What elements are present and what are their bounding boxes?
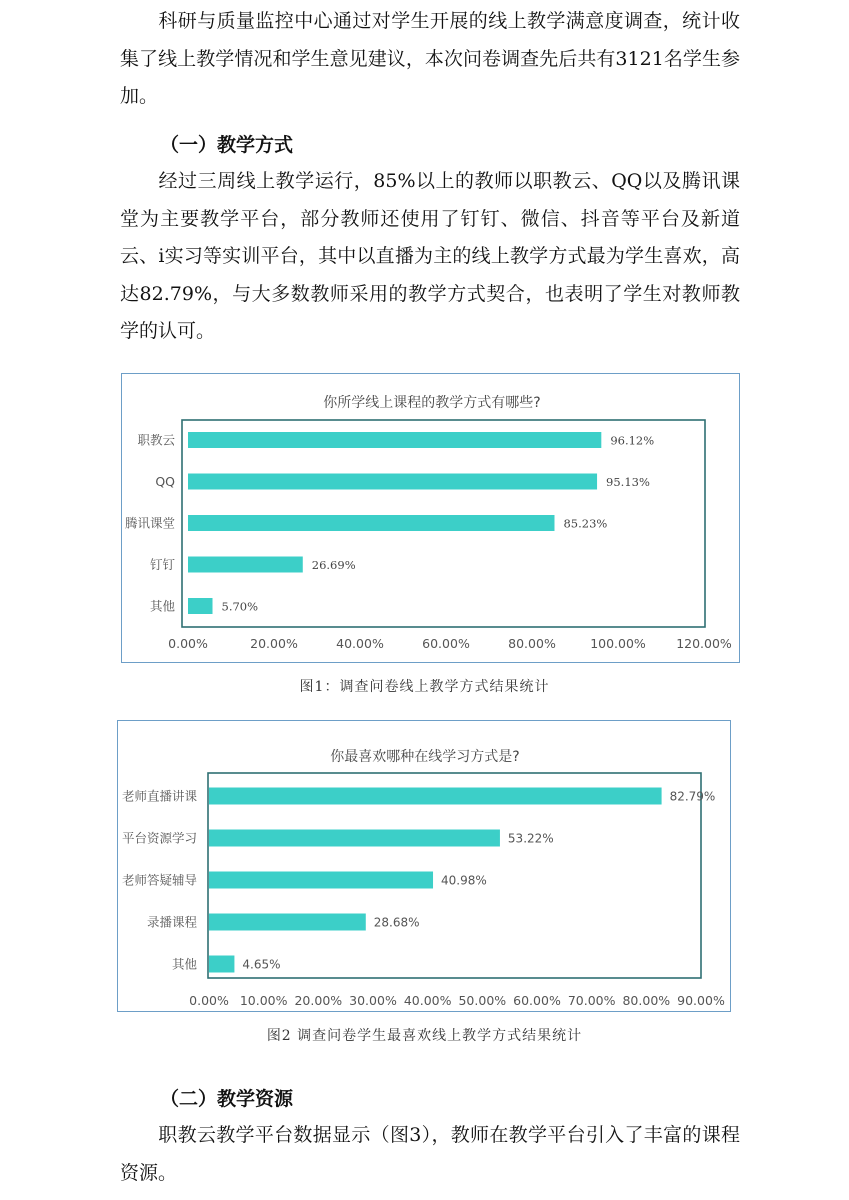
- bar-3: [188, 515, 554, 531]
- figure2-svg: [118, 721, 732, 1013]
- value-label: 85.23%: [563, 516, 608, 531]
- intro-text: 科研与质量监控中心通过对学生开展的线上教学满意度调查，统计收集了线上教学情况和学生意见建议，本次问卷调查先后共有3121名学生参加。: [120, 10, 740, 107]
- value-label: 53.22%: [507, 831, 554, 846]
- tick-label: 90.00%: [677, 993, 725, 1008]
- intro-paragraph: [120, 3, 740, 116]
- category-label: 录播课程: [146, 914, 197, 930]
- category-label: 其他: [171, 956, 197, 972]
- tick-label: 0.00%: [168, 636, 208, 651]
- bar-4: [188, 557, 303, 573]
- section2-heading: （二）教学资源: [160, 1088, 294, 1110]
- value-label: 4.65%: [242, 957, 281, 972]
- tick-label: 120.00%: [676, 636, 732, 651]
- bar-2: [188, 474, 597, 490]
- tick-label: 20.00%: [294, 993, 343, 1008]
- figure2-caption: 图2 调查问卷学生最喜欢线上教学方式结果统计: [266, 1028, 583, 1044]
- chart-title: 你最喜欢哪种在线学习方式是?: [330, 749, 520, 765]
- bar-1: [209, 788, 662, 805]
- figure2-chart: [117, 720, 731, 1012]
- bar-2: [209, 830, 500, 847]
- tick-label: 80.00%: [622, 993, 671, 1008]
- section2-text: 职教云教学平台数据显示（图3），教师在教学平台引入了丰富的课程资源。: [120, 1124, 740, 1184]
- tick-label: 100.00%: [590, 636, 646, 651]
- value-label: 40.98%: [441, 873, 487, 888]
- category-label: 老师答疑辅导: [121, 872, 197, 888]
- tick-label: 40.00%: [336, 636, 384, 651]
- bar-3: [209, 872, 433, 889]
- bar-5: [209, 956, 234, 973]
- figure1-chart: [121, 373, 740, 663]
- category-label: 职教云: [137, 432, 175, 448]
- tick-label: 60.00%: [422, 636, 470, 651]
- tick-label: 60.00%: [513, 993, 561, 1008]
- category-label: 其他: [149, 598, 175, 614]
- value-label: 26.69%: [311, 558, 356, 572]
- tick-label: 80.00%: [508, 636, 556, 651]
- bar-5: [188, 598, 213, 614]
- value-label: 95.13%: [606, 475, 650, 489]
- category-label: 平台资源学习: [121, 830, 197, 846]
- tick-label: 30.00%: [349, 993, 397, 1008]
- category-label: 钉钉: [149, 557, 175, 572]
- bar-1: [188, 432, 601, 448]
- value-label: 82.79%: [669, 789, 716, 804]
- figure1-svg: [122, 374, 741, 664]
- bar-4: [209, 914, 366, 931]
- value-label: 96.12%: [610, 433, 655, 448]
- value-label: 28.68%: [373, 915, 420, 930]
- tick-label: 0.00%: [189, 993, 229, 1008]
- tick-label: 70.00%: [567, 993, 616, 1008]
- section1-text: 经过三周线上教学运行，85%以上的教师以职教云、QQ以及腾讯课堂为主要教学平台，部分教师还使用了钉钉、微信、抖音等平台及新道云、i实习等实训平台，其中以直播为主的线上教学方式最为学生喜欢，高达82.79%，与大多数教师采用的教学方式契合，也表明了学生对教师教学的认可。: [120, 170, 740, 342]
- section2-paragraph: [120, 1117, 740, 1192]
- chart-title: 你所学线上课程的教学方式有哪些?: [323, 395, 541, 411]
- category-label: 腾讯课堂: [124, 515, 175, 531]
- tick-label: 10.00%: [239, 993, 288, 1008]
- category-label: 老师直播讲课: [121, 788, 197, 804]
- category-label: QQ: [155, 474, 175, 489]
- tick-label: 20.00%: [250, 636, 298, 651]
- section1-paragraph: [120, 163, 740, 351]
- figure1-caption: 图1：调查问卷线上教学方式结果统计: [299, 679, 550, 695]
- tick-label: 40.00%: [403, 993, 452, 1008]
- section1-heading: （一）教学方式: [160, 134, 294, 156]
- value-label: 5.70%: [221, 599, 259, 614]
- tick-label: 50.00%: [458, 993, 507, 1008]
